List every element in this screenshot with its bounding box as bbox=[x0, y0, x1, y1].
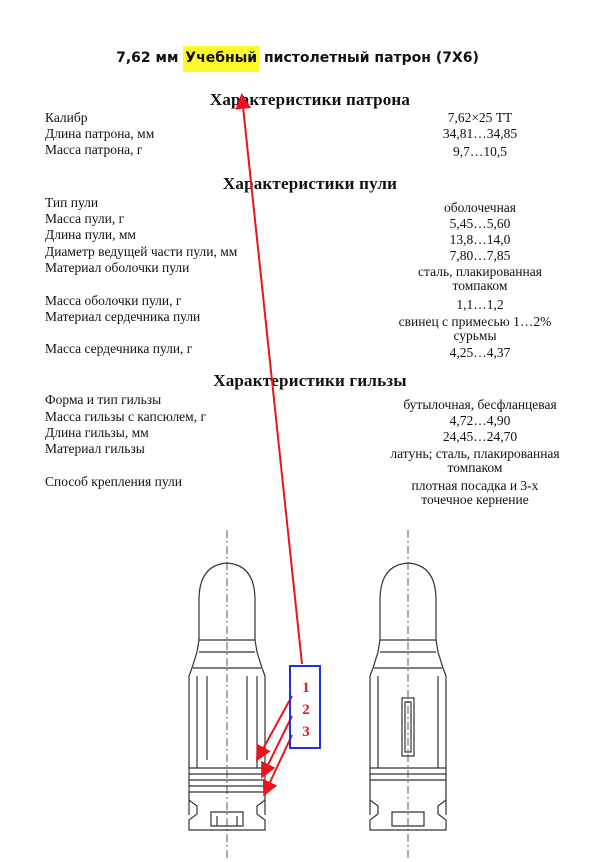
spec-value: плотная посадка и 3-х точечное кернение bbox=[411, 478, 539, 507]
spec-value: свинец с примесью 1…2% сурьмы bbox=[398, 314, 552, 343]
spec-value: 34,81…34,85 bbox=[442, 126, 518, 141]
spec-label: Форма и тип гильзы bbox=[45, 392, 162, 407]
title-prefix: 7,62 мм bbox=[116, 50, 184, 66]
spec-value: 7,62×25 ТТ bbox=[447, 110, 513, 125]
title-suffix: пистолетный патрон (7Х6) bbox=[259, 50, 479, 66]
spec-label: Материал оболочки пули bbox=[45, 260, 190, 275]
spec-label: Диаметр ведущей части пули, мм bbox=[45, 244, 238, 259]
spec-value: 5,45…5,60 bbox=[449, 216, 511, 231]
spec-label: Масса оболочки пули, г bbox=[45, 293, 182, 308]
spec-value: сталь, плакированная томпаком bbox=[418, 264, 542, 293]
spec-label: Тип пули bbox=[45, 195, 99, 210]
spec-label: Масса гильзы с капсюлем, г bbox=[45, 409, 207, 424]
spec-value: 13,8…14,0 bbox=[449, 232, 511, 247]
spec-value: 4,25…4,37 bbox=[449, 345, 511, 360]
spec-label: Масса пули, г bbox=[45, 211, 125, 226]
spec-value: 7,80…7,85 bbox=[449, 248, 511, 263]
spec-value: латунь; сталь, плакированная томпаком bbox=[390, 446, 560, 475]
bullet-heading: Характеристики пули bbox=[222, 174, 398, 193]
title-highlight: Учебный bbox=[183, 46, 259, 72]
callout-number: 3 bbox=[302, 724, 310, 740]
spec-value: 4,72…4,90 bbox=[449, 413, 511, 428]
spec-label: Материал сердечника пули bbox=[45, 309, 201, 324]
callout-number: 1 bbox=[302, 680, 310, 696]
spec-value: 1,1…1,2 bbox=[456, 297, 504, 312]
spec-label: Калибр bbox=[45, 110, 88, 125]
cartridge-heading: Характеристики патрона bbox=[209, 90, 411, 109]
spec-label: Материал гильзы bbox=[45, 441, 145, 456]
case-heading: Характеристики гильзы bbox=[213, 371, 407, 390]
spec-label: Способ крепления пули bbox=[45, 474, 182, 489]
spec-label: Длина патрона, мм bbox=[45, 126, 155, 141]
spec-value: 9,7…10,5 bbox=[453, 144, 507, 159]
spec-label: Масса патрона, г bbox=[45, 142, 143, 157]
document-title bbox=[0, 50, 595, 66]
spec-value: оболочечная bbox=[444, 200, 516, 215]
spec-value: 24,45…24,70 bbox=[442, 429, 518, 444]
spec-label: Длина пули, мм bbox=[45, 227, 136, 242]
callout-number: 2 bbox=[302, 702, 310, 718]
spec-label: Масса сердечника пули, г bbox=[45, 341, 193, 356]
spec-label: Длина гильзы, мм bbox=[45, 425, 149, 440]
spec-value: бутылочная, бесфланцевая bbox=[403, 397, 557, 412]
